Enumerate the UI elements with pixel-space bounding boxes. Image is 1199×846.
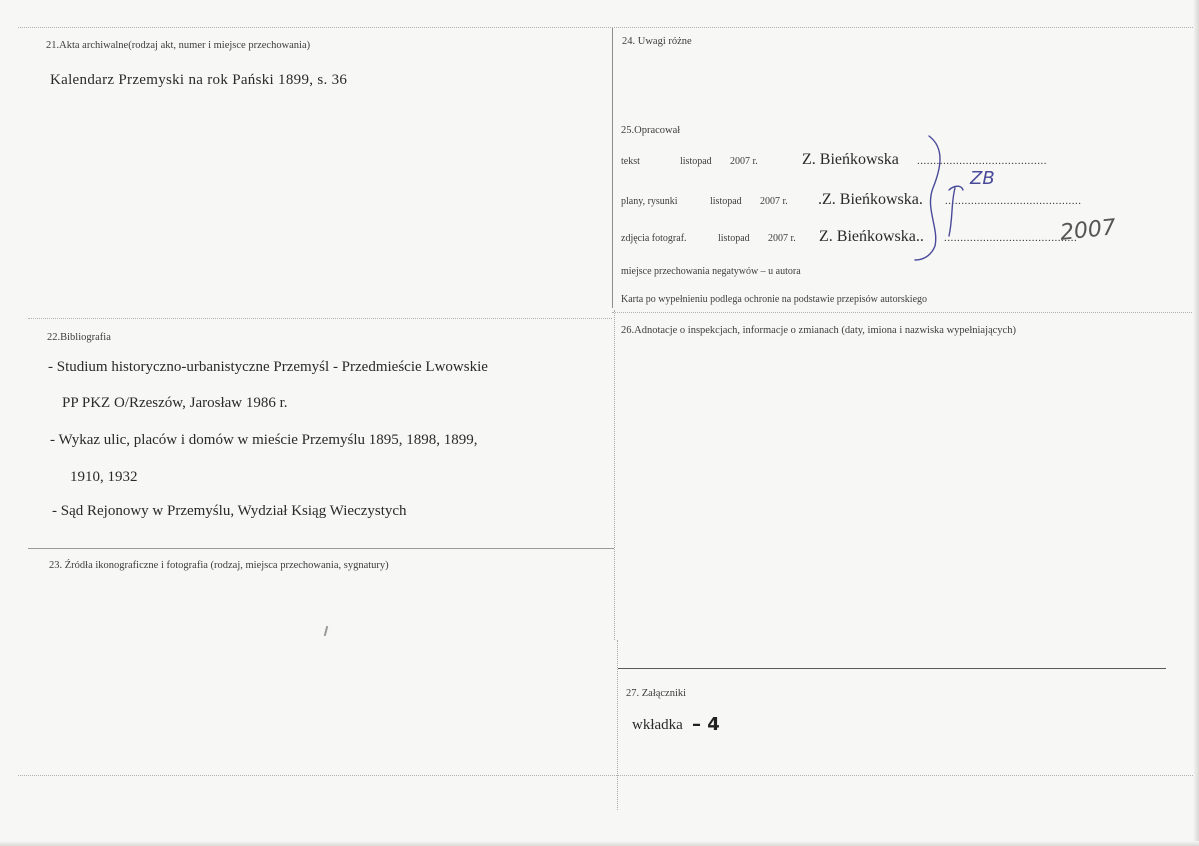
section-21-entry: Kalendarz Przemyski na rok Pański 1899, s. 36	[50, 72, 348, 88]
section-23-heading: 23. Źródła ikonograficzne i fotografia (rodzaj, miejsca przechowania, sygnatury)	[49, 560, 389, 571]
center-divider	[614, 310, 615, 640]
attachment-entry: wkładka	[632, 717, 683, 733]
section-27-heading: 27. Załączniki	[626, 688, 687, 699]
page-edge	[1193, 0, 1199, 846]
author-row-dots: ..........................................	[945, 195, 1082, 207]
divider-22-23	[28, 548, 614, 549]
author-row-label: plany, rysunki	[621, 196, 678, 207]
handwritten-initials: ZB	[970, 168, 995, 189]
bibliography-line: PP PKZ O/Rzeszów, Jarosław 1986 r.	[62, 395, 288, 411]
handwritten-bracket	[905, 128, 985, 268]
author-row-year: 2007 r.	[730, 156, 758, 167]
author-row-month: listopad	[680, 156, 712, 167]
section-21-heading: 21.Akta archiwalne(rodzaj akt, numer i miejsce przechowania)	[46, 40, 311, 51]
section-22-heading: 22.Bibliografia	[47, 332, 111, 343]
bibliography-line: 1910, 1932	[70, 469, 138, 485]
author-row-year: 2007 r.	[760, 196, 788, 207]
section-24-heading: 24. Uwagi różne	[622, 36, 692, 47]
top-border	[18, 27, 1193, 28]
bibliography-line: - Sąd Rejonowy w Przemyślu, Wydział Ksiąg Wieczystych	[52, 503, 407, 519]
handwritten-year: 2007	[1058, 215, 1118, 246]
section-25-heading: 25.Opracował	[621, 125, 681, 136]
bibliography-line: - Wykaz ulic, placów i domów w mieście Przemyślu 1895, 1898, 1899,	[50, 432, 478, 448]
center-divider	[612, 28, 613, 308]
bottom-border	[18, 775, 1193, 776]
author-row-label: zdjęcia fotograf.	[621, 233, 687, 244]
divider-26-27	[618, 668, 1166, 669]
author-row-dots: .........................................	[944, 232, 1078, 244]
section-26-heading: 26.Adnotacje o inspekcjach, informacje o zmianach (daty, imiona i nazwiska wypełniających)	[621, 325, 1016, 336]
divider-25-26	[612, 312, 1192, 313]
storage-note: miejsce przechowania negatywów – u autora	[621, 266, 801, 277]
author-row-name: .Z. Bieńkowska.	[818, 191, 923, 208]
bibliography-line: - Studium historyczno-urbanistyczne Przemyśl - Przedmieście Lwowskie	[48, 359, 488, 375]
copyright-note: Karta po wypełnieniu podlega ochronie na podstawie przepisów autorskiego	[621, 294, 928, 305]
author-row-name: Z. Bieńkowska	[802, 151, 899, 168]
author-row-dots: ........................................	[917, 155, 1047, 167]
paper-speck	[324, 626, 329, 636]
author-row-year: 2007 r.	[768, 233, 796, 244]
handwritten-attachment-count: – 4	[692, 714, 720, 735]
author-row-label: tekst	[621, 156, 640, 167]
divider-21-22	[28, 318, 612, 319]
page-edge	[0, 841, 1199, 846]
author-row-month: listopad	[718, 233, 750, 244]
author-row-month: listopad	[710, 196, 742, 207]
center-divider	[617, 640, 618, 810]
author-row-name: Z. Bieńkowska..	[819, 228, 924, 245]
